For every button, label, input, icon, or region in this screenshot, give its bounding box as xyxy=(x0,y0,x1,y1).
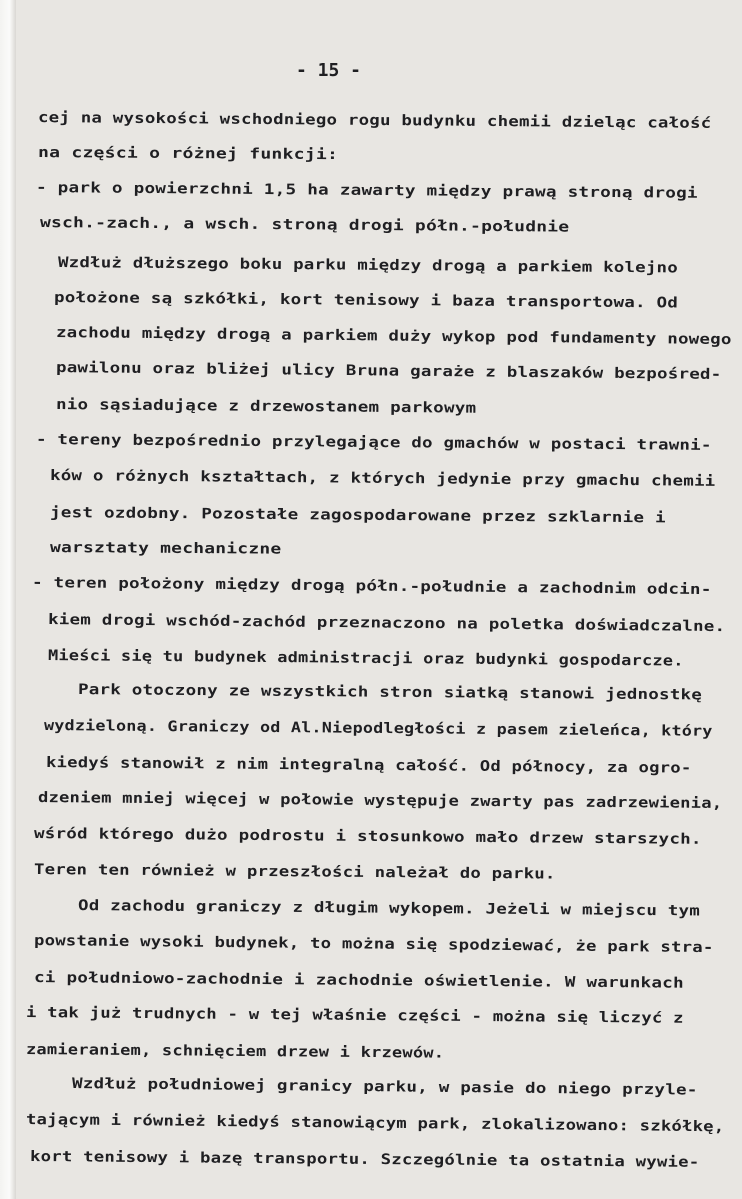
text-line: na części o różnej funkcji: xyxy=(37,145,339,164)
text-line: - park o powierzchni 1,5 ha zawarty między prawą stroną drogi xyxy=(35,180,698,202)
text-line: i tak już trudnych - w tej właśnie części - można się liczyć z xyxy=(25,1005,684,1027)
text-line: cej na wysokości wschodniego rogu budynku chemii dzieląc całość xyxy=(37,110,712,132)
text-line: dzeniem mniej więcej w połowie występuje zwarty pas zadrzewienia, xyxy=(37,790,723,812)
text-line: ków o różnych kształtach, z których jedynie przy gmachu chemii xyxy=(49,468,716,490)
text-line: Wzdłuż dłuższego boku parku między drogą a parkiem kolejno xyxy=(57,255,679,277)
text-line: zamieraniem, schnięciem drzew i krzewów. xyxy=(25,1042,445,1062)
text-line: Mieści się tu budynek administracji oraz budynki gospodarcze. xyxy=(47,648,684,670)
text-line: kiedyś stanowił z nim integralną całość. Od północy, za ogro- xyxy=(45,755,692,777)
text-line: jest ozdobny. Pozostałe zagospodarowane przez szklarnie i xyxy=(49,505,666,527)
text-line: Od zachodu graniczy z długim wykopem. Jeżeli w miejscu tym xyxy=(77,898,701,920)
text-line: Wzdłuż południowej granicy parku, w pasie do niego przyle- xyxy=(71,1076,698,1099)
text-line: Teren ten również w przeszłości należał do parku. xyxy=(33,862,556,883)
text-line: pawilonu oraz bliżej ulicy Bruna garaże z blaszaków bezpośred- xyxy=(55,360,722,383)
page-number: - 15 - xyxy=(296,60,362,81)
text-line: kiem drogi wschód-zachód przeznaczono na poletka doświadczalne. xyxy=(47,612,726,636)
text-line: warsztaty mechaniczne xyxy=(49,540,282,558)
text-line: kort tenisowy i bazę transportu. Szczególnie ta ostatnia wywie- xyxy=(29,1149,700,1171)
text-line: wśród którego dużo podrostu i stosunkowo mało drzew starszych. xyxy=(33,826,702,848)
text-line: wydzieloną. Graniczy od Al.Niepodległości z pasem zieleńca, który xyxy=(43,718,713,740)
text-line: tającym i również kiedyś stanowiącym park, zlokalizowano: szkółkę, xyxy=(25,1112,725,1136)
text-line: powstanie wysoki budynek, to można się spodziewać, że park stra- xyxy=(33,933,714,957)
text-line: położone są szkółki, kort tenisowy i baza transportowa. Od xyxy=(53,290,679,312)
text-line: wsch.-zach., a wsch. stroną drogi półn.-południe xyxy=(39,215,570,236)
text-line: ci południowo-zachodnie i zachodnie oświetlenie. W warunkach xyxy=(33,970,684,992)
text-line: Park otoczony ze wszystkich stron siatką stanowi jednostkę xyxy=(77,682,703,704)
text-line: - teren położony między drogą półn.-południe a zachodnim odcin- xyxy=(31,575,712,599)
text-line: zachodu między drogą a parkiem duży wykop pod fundamenty nowego xyxy=(55,325,732,349)
text-line: - tereny bezpośrednio przylegające do gmachów w postaci trawni- xyxy=(35,432,712,454)
text-line: nio sąsiadujące z drzewostanem parkowym xyxy=(55,397,477,417)
page-edge xyxy=(0,0,16,1199)
